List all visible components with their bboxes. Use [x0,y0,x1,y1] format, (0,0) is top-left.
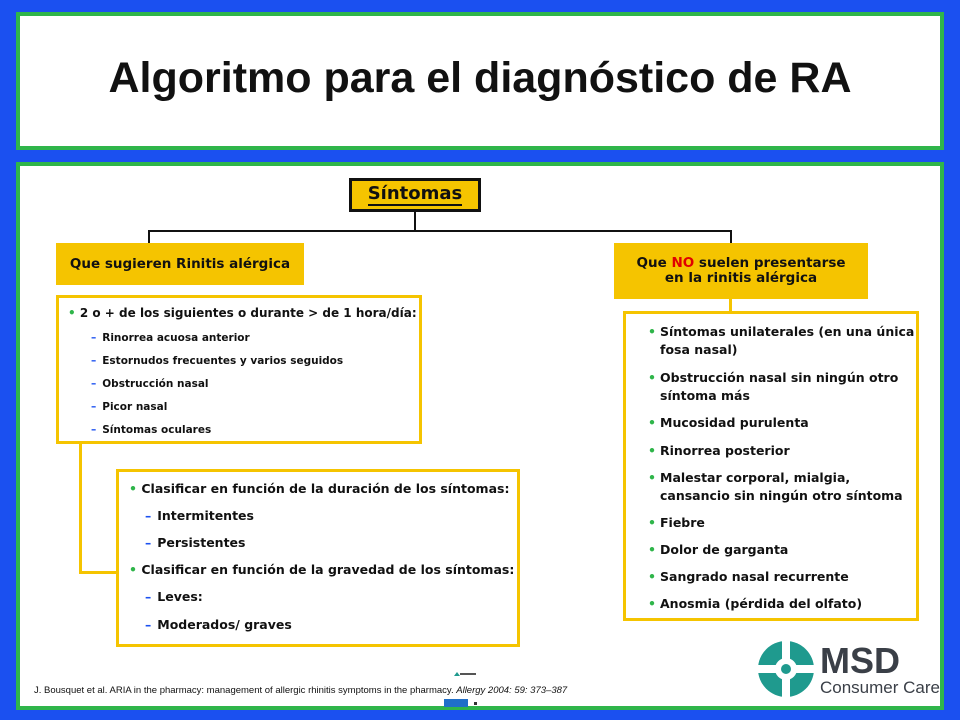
connector-right-box [729,298,732,312]
list-item: – Leves: [145,589,203,604]
list-item: • Obstrucción nasal sin ningún otro síntoma más [648,370,899,403]
list-item: – Moderados/ graves [145,617,292,632]
list-item: – Persistentes [145,535,246,550]
right-header-line1: Que NO suelen presentarse [636,255,846,271]
connector-right-down [730,230,732,244]
list-item: • Rinorrea posterior [648,443,790,458]
list-item: – Estornudos frecuentes y varios seguidos [91,355,344,367]
list-item: – Rinorrea acuosa anterior [91,332,250,344]
left-criteria-box [56,295,422,444]
root-node-sintomas [349,178,481,212]
left-header-label: Que sugieren Rinitis alérgica [69,256,291,272]
list-item: – Intermitentes [145,508,254,523]
list-item: – Síntomas oculares [91,424,212,436]
connector-horizontal [148,230,732,232]
list-item: • Fiebre [648,515,705,530]
list-item: • Dolor de garganta [648,542,789,557]
reference-citation: J. Bousquet et al. ARIA in the pharmacy: management of allergic rhinitis symptoms in the pharmacy. Allergy 2004: 59: 373–387 [34,685,568,696]
page-title: Algoritmo para el diagnóstico de RA [108,54,852,102]
brand-subtitle: Consumer Care [820,678,940,697]
list-item: • Anosmia (pérdida del olfato) [648,596,863,611]
right-criteria-box [623,311,919,621]
duration-label: • Clasificar en función de la duración de los síntomas: [129,481,510,496]
classification-box [116,469,520,647]
connector-left-horizontal [79,571,117,574]
right-header-line2: en la rinitis alérgica [664,270,818,286]
severity-label: • Clasificar en función de la gravedad de los síntomas: [129,562,515,577]
list-item: • Malestar corporal, mialgia, cansancio sin ningún otro síntoma [648,470,903,503]
root-node-label: Síntomas [367,183,463,204]
connector-root-down [414,212,416,232]
list-item: • Mucosidad purulenta [648,415,809,430]
no-highlight: NO [671,255,695,271]
connector-left-vertical [79,443,82,573]
connector-left-down [148,230,150,244]
left-criteria-main: • 2 o + de los siguientes o durante > de 1 hora/día: [68,306,417,320]
right-header [614,243,868,299]
title-panel [16,12,944,150]
left-header [56,243,304,285]
brand-name: MSD [820,640,900,681]
list-item: – Obstrucción nasal [91,378,209,390]
list-item: – Picor nasal [91,401,168,413]
list-item: • Sangrado nasal recurrente [648,569,849,584]
list-item: • Síntomas unilaterales (en una única fosa nasal) [648,324,915,357]
